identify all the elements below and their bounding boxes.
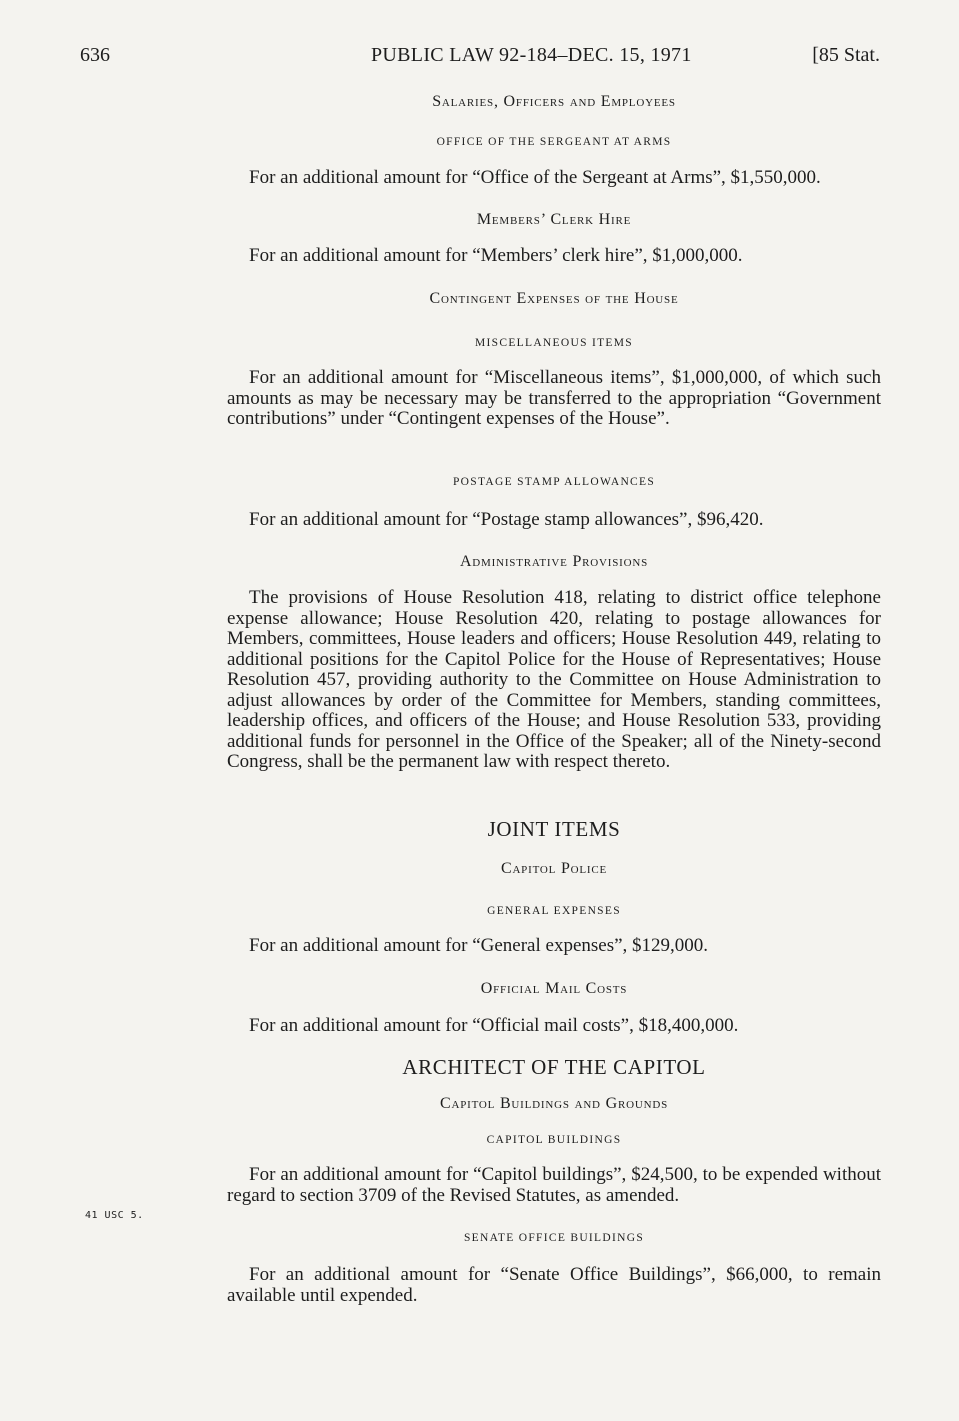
senate-buildings-paragraph: For an additional amount for “Senate Office Buildings”, $66,000, to remain available until expended.	[227, 1264, 881, 1306]
postage-paragraph: For an additional amount for “Postage stamp allowances”, $96,420.	[249, 509, 764, 530]
joint-items-heading: JOINT ITEMS	[487, 817, 621, 841]
misc-paragraph: For an additional amount for “Miscellaneous items”, $1,000,000, of which such amounts as may be necessary may be transferred to the appropriation “Government contributions” under “Contingent expenses of the House”.	[227, 367, 881, 429]
mail-costs-paragraph: For an additional amount for “Official mail costs”, $18,400,000.	[249, 1015, 739, 1036]
mail-costs-heading: Official Mail Costs	[480, 980, 628, 997]
general-expenses-heading: GENERAL EXPENSES	[487, 905, 621, 917]
statute-reference: [85 Stat.	[812, 44, 880, 66]
capitol-buildings-paragraph: For an additional amount for “Capitol buildings”, $24,500, to be expended without regard to section 3709 of the Revised Statutes, as amended.	[227, 1164, 881, 1206]
clerk-hire-heading: Members’ Clerk Hire	[476, 211, 632, 228]
capitol-police-heading: Capitol Police	[500, 860, 608, 877]
grounds-heading: Capitol Buildings and Grounds	[439, 1095, 668, 1112]
postage-heading: POSTAGE STAMP ALLOWANCES	[452, 476, 656, 488]
sergeant-paragraph: For an additional amount for “Office of the Sergeant at Arms”, $1,550,000.	[249, 167, 821, 188]
capitol-buildings-heading: CAPITOL BUILDINGS	[486, 1134, 622, 1146]
running-header	[80, 44, 880, 70]
admin-paragraph: The provisions of House Resolution 418, relating to district office telephone expense allowance; House Resolution 420, relating to postage allowances for Members, committees, House leaders and officers; House Resolution 449, relating to additional positions for the Capitol Police for the House of Representatives; House Resolution 457, providing authority to the Committee on House Administration to adjust allowances by order of the Committee for Members, standing committees, leadership offices, and officers of the House; and House Resolution 533, providing additional funds for personnel in the Office of the Speaker; all of the Ninety-second Congress, shall be the permanent law with respect thereto.	[227, 587, 881, 772]
salaries-heading: Salaries, Officers and Employees	[432, 93, 676, 110]
clerk-hire-paragraph: For an additional amount for “Members’ clerk hire”, $1,000,000.	[249, 245, 743, 266]
general-expenses-paragraph: For an additional amount for “General expenses”, $129,000.	[249, 935, 709, 956]
senate-buildings-heading: SENATE OFFICE BUILDINGS	[463, 1232, 645, 1244]
page-number: 636	[80, 44, 110, 66]
sergeant-heading: OFFICE OF THE SERGEANT AT ARMS	[436, 136, 672, 148]
header-title: PUBLIC LAW 92-184–DEC. 15, 1971	[371, 44, 692, 66]
architect-heading: ARCHITECT OF THE CAPITOL	[402, 1055, 706, 1079]
misc-heading: MISCELLANEOUS ITEMS	[475, 337, 633, 349]
admin-heading: Administrative Provisions	[459, 553, 649, 570]
contingent-heading: Contingent Expenses of the House	[429, 290, 679, 307]
usc-margin-note: 41 USC 5.	[85, 1210, 144, 1221]
